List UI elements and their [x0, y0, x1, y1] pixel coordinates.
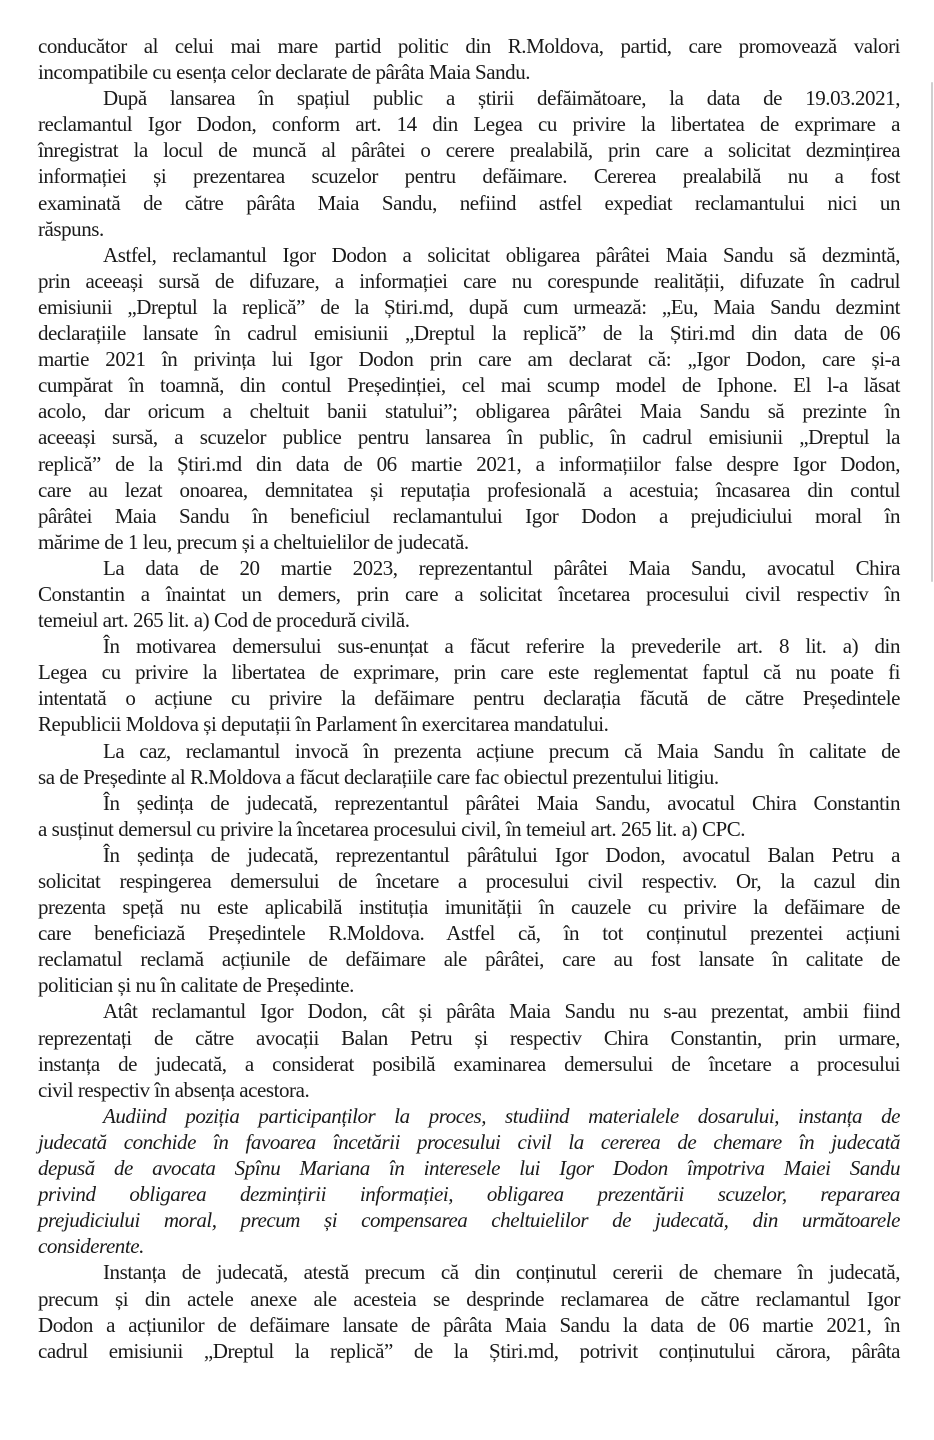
text-line: prejudiciului moral, precum și compensarea cheltuielilor de judecată, din următoarele [38, 1208, 900, 1233]
text-line: Atât reclamantul Igor Dodon, cât și pârâta Maia Sandu nu s-au prezentat, ambii fiind [103, 999, 900, 1024]
text-line: care au lezat onoarea, demnitatea și reputația profesională a acestuia; încasarea din contul [38, 477, 900, 502]
text-line: depusă de avocata Spînu Mariana în interesele lui Igor Dodon împotriva Maiei Sandu [38, 1156, 900, 1181]
text-line: reprezentați de către avocații Balan Petru și respectiv Chira Constantin, prin urmare, [38, 1025, 900, 1050]
text-line: Constantin a înaintat un demers, prin care a solicitat încetarea procesului civil respectiv în [38, 581, 900, 606]
text-line: înregistrat la locul de muncă al pârâtei o cerere prealabilă, prin care a solicitat dezmințirea [38, 138, 900, 163]
text-line: declarațiile lansate în cadrul emisiunii „Dreptul la replică” de la Știri.md din data de 06 [38, 321, 900, 346]
paragraph [38, 998, 900, 1102]
text-line: La data de 20 martie 2023, reprezentantul pârâtei Maia Sandu, avocatul Chira [103, 555, 900, 580]
paragraph [38, 790, 900, 842]
text-line: martie 2021 în privința lui Igor Dodon prin care am declarat că: „Igor Dodon, care și-a [38, 347, 900, 372]
text-line: informației și prezentarea scuzelor pentru defăimare. Cererea prealabilă nu a fost [38, 164, 900, 189]
text-line: reclamatul reclamă acțiunile de defăimare ale pârâtei, care au fost lansate în calitate de [38, 947, 900, 972]
text-line: La caz, reclamantul invocă în prezenta acțiune precum că Maia Sandu în calitate de [103, 738, 900, 763]
text-line: În ședința de judecată, reprezentantul pârâtului Igor Dodon, avocatul Balan Petru a [103, 842, 900, 867]
text-line: privind obligarea dezmințirii informației, obligarea prezentării scuzelor, repararea [38, 1182, 900, 1207]
document-page [38, 33, 900, 1364]
text-line: civil respectiv în absența acestora. [38, 1077, 310, 1102]
text-line: Legea cu privire la libertatea de exprimare, prin care este reglementat faptul că nu poate fi [38, 660, 900, 685]
text-line: considerente. [38, 1234, 144, 1259]
vertical-scrollbar[interactable] [931, 82, 933, 582]
paragraph [38, 738, 900, 790]
text-line: conducător al celui mai mare partid politic din R.Moldova, partid, care promovează valori [38, 34, 900, 58]
text-line: După lansarea în spațiul public a știrii defăimătoare, la data de 19.03.2021, [103, 86, 900, 111]
text-line: politician și nu în calitate de Președinte. [38, 973, 354, 998]
text-line: a susținut demersul cu privire la încetarea procesului civil, în temeiul art. 265 lit. a) CPC. [38, 816, 746, 841]
text-line: Astfel, reclamantul Igor Dodon a solicitat obligarea pârâtei Maia Sandu să dezmintă, [103, 242, 900, 267]
text-line: examinată de către pârâta Maia Sandu, nefiind astfel expediat reclamantului nici un [38, 190, 900, 215]
text-line: răspuns. [38, 216, 104, 241]
text-line: Instanța de judecată, atestă precum că din conținutul cererii de chemare în judecată, [103, 1260, 900, 1285]
text-line: incompatibile cu esența celor declarate de pârâta Maia Sandu. [38, 60, 531, 85]
text-line: care beneficiază Președintele R.Moldova. Astfel că, în tot conținutul prezentei acțiuni [38, 921, 900, 946]
text-line: sa de Președinte al R.Moldova a făcut declarațiile care fac obiectul prezentului litigiu. [38, 764, 719, 789]
paragraph [38, 633, 900, 737]
text-line: mărime de 1 leu, precum și a cheltuielilor de judecată. [38, 529, 469, 554]
paragraph [38, 1103, 900, 1260]
text-line: precum și din actele anexe ale acesteia se desprinde reclamarea de către reclamantul Igor [38, 1286, 900, 1311]
text-line: judecată conchide în favoarea încetării procesului civil la cererea de chemare în judecată [38, 1129, 900, 1154]
text-line: În motivarea demersului sus-enunțat a făcut referire la prevederile art. 8 lit. a) din [103, 634, 900, 659]
text-line: intentată o acțiune cu privire la defăimare pentru declarația făcută de către Președintele [38, 686, 900, 711]
text-line: solicitat respingerea demersului de încetare a procesului civil respectiv. Or, la cazul din [38, 869, 900, 893]
paragraph [38, 555, 900, 633]
text-line: replică” de la Știri.md din data de 06 martie 2021, a informațiilor false despre Igor Dodon, [38, 451, 900, 476]
text-line: pârâtei Maia Sandu în beneficiul reclamantului Igor Dodon a prejudiciului moral în [38, 503, 900, 528]
text-line: prin aceeași sursă de difuzare, a informației care nu corespunde realității, difuzate în cadrul [38, 268, 900, 293]
text-line: temeiul art. 265 lit. a) Cod de procedură civilă. [38, 608, 410, 633]
paragraph [38, 33, 900, 85]
text-line: Republicii Moldova și deputații în Parlament în exercitarea mandatului. [38, 712, 609, 737]
paragraph [38, 1259, 900, 1363]
text-line: Dodon a acțiunilor de defăimare lansate de pârâta Maia Sandu la data de 06 martie 2021, în [38, 1312, 900, 1337]
text-line: cumpărat în toamnă, din contul Președinției, cel mai scump model de Iphone. El l-a lăsat [38, 373, 900, 398]
text-line: reclamantul Igor Dodon, conform art. 14 din Legea cu privire la libertatea de exprimare a [38, 112, 900, 137]
text-line: Audiind poziția participanților la proces, studiind materialele dosarului, instanța de [103, 1103, 900, 1128]
text-line: aceeași sursă, a scuzelor publice pentru lansarea în public, în cadrul emisiunii „Dreptul la [38, 425, 900, 450]
text-line: acolo, dar oricum a cheltuit banii statului”; obligarea pârâtei Maia Sandu să prezinte în [38, 399, 900, 424]
paragraph [38, 242, 900, 555]
text-line: În ședința de judecată, reprezentantul pârâtei Maia Sandu, avocatul Chira Constantin [103, 790, 900, 815]
text-line: emisiunii „Dreptul la replică” de la Știri.md, după cum urmează: „Eu, Maia Sandu dezmint [38, 294, 900, 319]
paragraph [38, 842, 900, 999]
text-line: cadrul emisiunii „Dreptul la replică” de la Știri.md, potrivit conținutului cărora, pârâta [38, 1338, 900, 1363]
text-line: instanța de judecată, a considerat posibilă examinarea demersului de încetare a procesului [38, 1051, 900, 1076]
paragraph [38, 85, 900, 242]
text-line: prezenta speță nu este aplicabilă instituția imunității în cauzele cu privire la defăimare de [38, 895, 900, 920]
